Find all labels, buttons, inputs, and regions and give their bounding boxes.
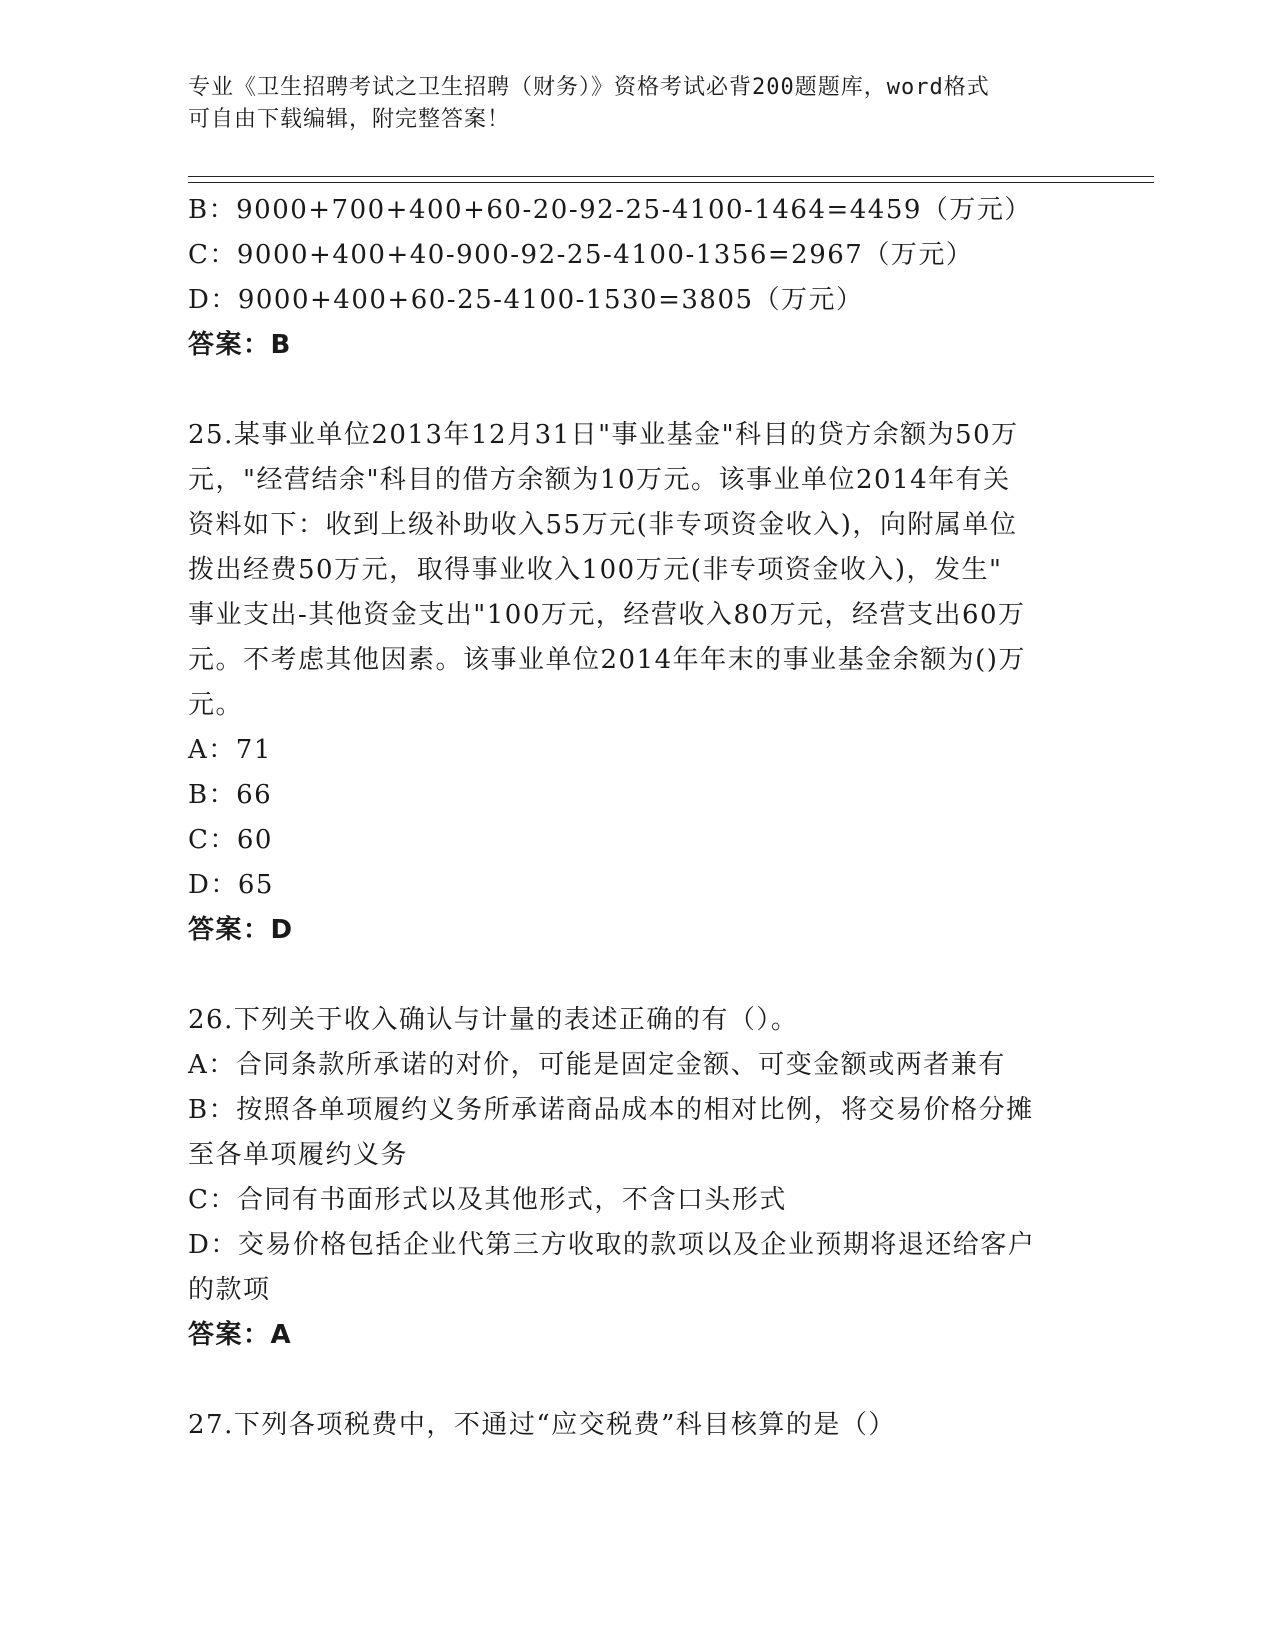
option-b: B：9000+700+400+60-20-92-25-4100-1464=4459（万元） bbox=[188, 195, 1032, 225]
question-26 bbox=[188, 998, 1088, 1358]
header-line-1: 专业《卫生招聘考试之卫生招聘（财务）》资格考试必背200题题库，word格式 bbox=[188, 75, 990, 100]
spacer bbox=[188, 368, 1088, 413]
question-27 bbox=[188, 1403, 1088, 1448]
answer: 答案：B bbox=[188, 330, 292, 360]
option-b: B：按照各单项履约义务所承诺商品成本的相对比例，将交易价格分摊 bbox=[188, 1095, 1034, 1125]
question-stem-line: 元，"经营结余"科目的借方余额为10万元。该事业单位2014年有关 bbox=[188, 465, 1011, 495]
option-c: C：60 bbox=[188, 825, 273, 855]
prev-question bbox=[188, 188, 1088, 368]
question-stem: 26.下列关于收入确认与计量的表述正确的有（）。 bbox=[188, 1005, 799, 1035]
answer: 答案：A bbox=[188, 1320, 293, 1350]
question-stem: 27.下列各项税费中，不通过“应交税费”科目核算的是（） bbox=[188, 1410, 896, 1440]
question-stem-line: 拨出经费50万元，取得事业收入100万元(非专项资金收入)，发生" bbox=[188, 555, 1003, 585]
question-stem-line: 25.某事业单位2013年12月31日"事业基金"科目的贷方余额为50万 bbox=[188, 420, 1019, 450]
option-c: C：9000+400+40-900-92-25-4100-1356=2967（万元） bbox=[188, 240, 974, 270]
question-stem-line: 资料如下：收到上级补助收入55万元(非专项资金收入)，向附属单位 bbox=[188, 510, 1018, 540]
question-stem-line: 事业支出-其他资金支出"100万元，经营收入80万元，经营支出60万 bbox=[188, 600, 1026, 630]
question-25 bbox=[188, 413, 1088, 953]
question-stem-line: 元。不考虑其他因素。该事业单位2014年年末的事业基金余额为()万 bbox=[188, 645, 1026, 675]
option-d: D：交易价格包括企业代第三方收取的款项以及企业预期将退还给客户 bbox=[188, 1230, 1036, 1260]
option-d: D：65 bbox=[188, 870, 274, 900]
header-divider-top bbox=[188, 176, 1154, 177]
question-stem-line: 元。 bbox=[188, 690, 244, 720]
document-body bbox=[188, 188, 1088, 1448]
header-line-2: 可自由下载编辑，附完整答案！ bbox=[188, 107, 511, 132]
header-divider-bottom bbox=[188, 182, 1154, 183]
option-b: B：66 bbox=[188, 780, 273, 810]
document-header bbox=[188, 72, 1088, 136]
option-c: C：合同有书面形式以及其他形式，不含口头形式 bbox=[188, 1185, 787, 1215]
spacer bbox=[188, 1358, 1088, 1403]
option-d-continued: 的款项 bbox=[188, 1275, 271, 1305]
option-a: A：71 bbox=[188, 735, 272, 765]
spacer bbox=[188, 953, 1088, 998]
option-b-continued: 至各单项履约义务 bbox=[188, 1140, 409, 1170]
answer: 答案：D bbox=[188, 915, 294, 945]
option-d: D：9000+400+60-25-4100-1530=3805（万元） bbox=[188, 285, 864, 315]
option-a: A：合同条款所承诺的对价，可能是固定金额、可变金额或两者兼有 bbox=[188, 1050, 1006, 1080]
